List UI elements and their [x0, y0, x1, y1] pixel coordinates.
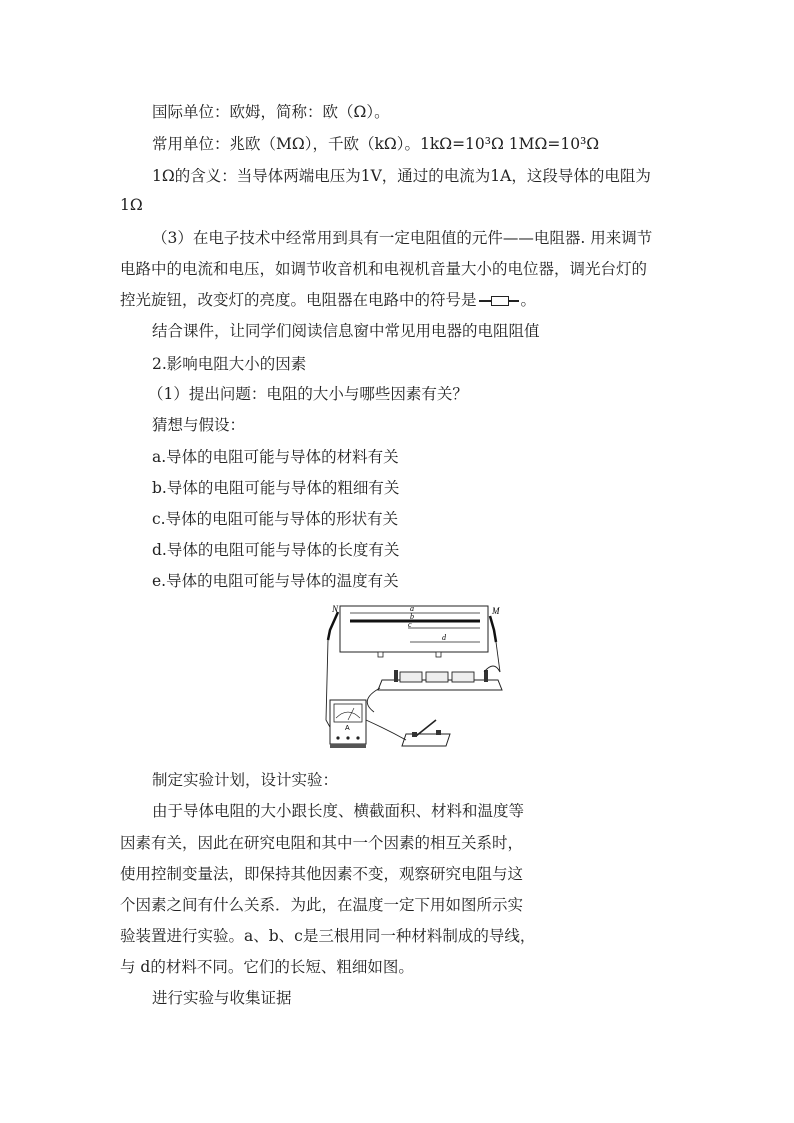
label-a: a: [410, 604, 414, 613]
switch-base: [402, 734, 450, 746]
ammeter-letter: A: [345, 725, 350, 732]
label-c: c: [408, 620, 412, 629]
label-d: d: [442, 633, 446, 642]
text-resistor-symbol-lead: 控光旋钮，改变灯的亮度。电阻器在电路中的符号是: [120, 291, 477, 309]
section-heading-factors: 2.影响电阻大小的因素: [152, 355, 307, 373]
label-b: b: [410, 612, 414, 621]
text-unit-international: 国际单位：欧姆，简称：欧（Ω）。: [152, 103, 390, 121]
text-hypothesis-heading: 猜想与假设：: [152, 416, 246, 434]
hypothesis-b: b.导体的电阻可能与导体的粗细有关: [152, 479, 400, 497]
text-unit-common: 常用单位：兆欧（MΩ），千欧（kΩ）。1kΩ=10³Ω 1MΩ=10³Ω: [152, 135, 600, 153]
clip-left: [328, 612, 338, 640]
text-plan-4: 个因素之间有什么关系．为此，在温度一定下用如图所示实: [120, 896, 524, 914]
text-plan-6: 与 d的材料不同。它们的长短、粗细如图。: [120, 958, 414, 976]
experiment-circuit-figure: [318, 600, 508, 755]
hypothesis-c: c.导体的电阻可能与导体的形状有关: [152, 510, 399, 528]
resistor-symbol-icon: [479, 295, 519, 307]
label-n: N: [332, 604, 339, 614]
text-resistor-symbol-end: 。: [520, 291, 537, 309]
text-courseware: 结合课件，让同学们阅读信息窗中常见用电器的电阻阻值: [152, 322, 540, 340]
text-ohm-meaning: 1Ω的含义：当导体两端电压为1V，通过的电流为1A，这段导体的电阻为: [152, 167, 651, 185]
text-plan-5: 验装置进行实验。a、b、c是三根用同一种材料制成的导线，: [120, 927, 536, 945]
text-experiment-heading: 进行实验与收集证据: [152, 989, 292, 1007]
text-plan-1: 由于导体电阻的大小跟长度、横截面积、材料和温度等: [152, 802, 525, 820]
text-plan-3: 使用控制变量法，即保持其他因素不变，观察研究电阻与这: [120, 865, 524, 883]
hypothesis-d: d.导体的电阻可能与导体的长度有关: [152, 541, 400, 559]
text-question: （1）提出问题：电阻的大小与哪些因素有关？: [148, 385, 468, 403]
label-m: M: [492, 606, 500, 616]
clip-right: [490, 616, 496, 642]
text-resistor-symbol: [120, 290, 536, 310]
text-plan-heading: 制定实验计划，设计实验：: [152, 771, 339, 789]
hypothesis-a: a.导体的电阻可能与导体的材料有关: [152, 448, 399, 466]
text-ohm-meaning-cont: 1Ω: [120, 196, 143, 214]
lead-switch-meter: [366, 720, 406, 740]
hypothesis-e: e.导体的电阻可能与导体的温度有关: [152, 572, 399, 590]
text-resistor-intro: （3）在电子技术中经常用到具有一定电阻值的元件——电阻器. 用来调节: [152, 229, 653, 247]
text-resistor-use: 电路中的电流和电压，如调节收音机和电视机音量大小的电位器，调光台灯的: [120, 260, 648, 278]
text-plan-2: 因素有关，因此在研究电阻和其中一个因素的相互关系时，: [120, 834, 524, 852]
lead-to-switch: [367, 688, 380, 712]
